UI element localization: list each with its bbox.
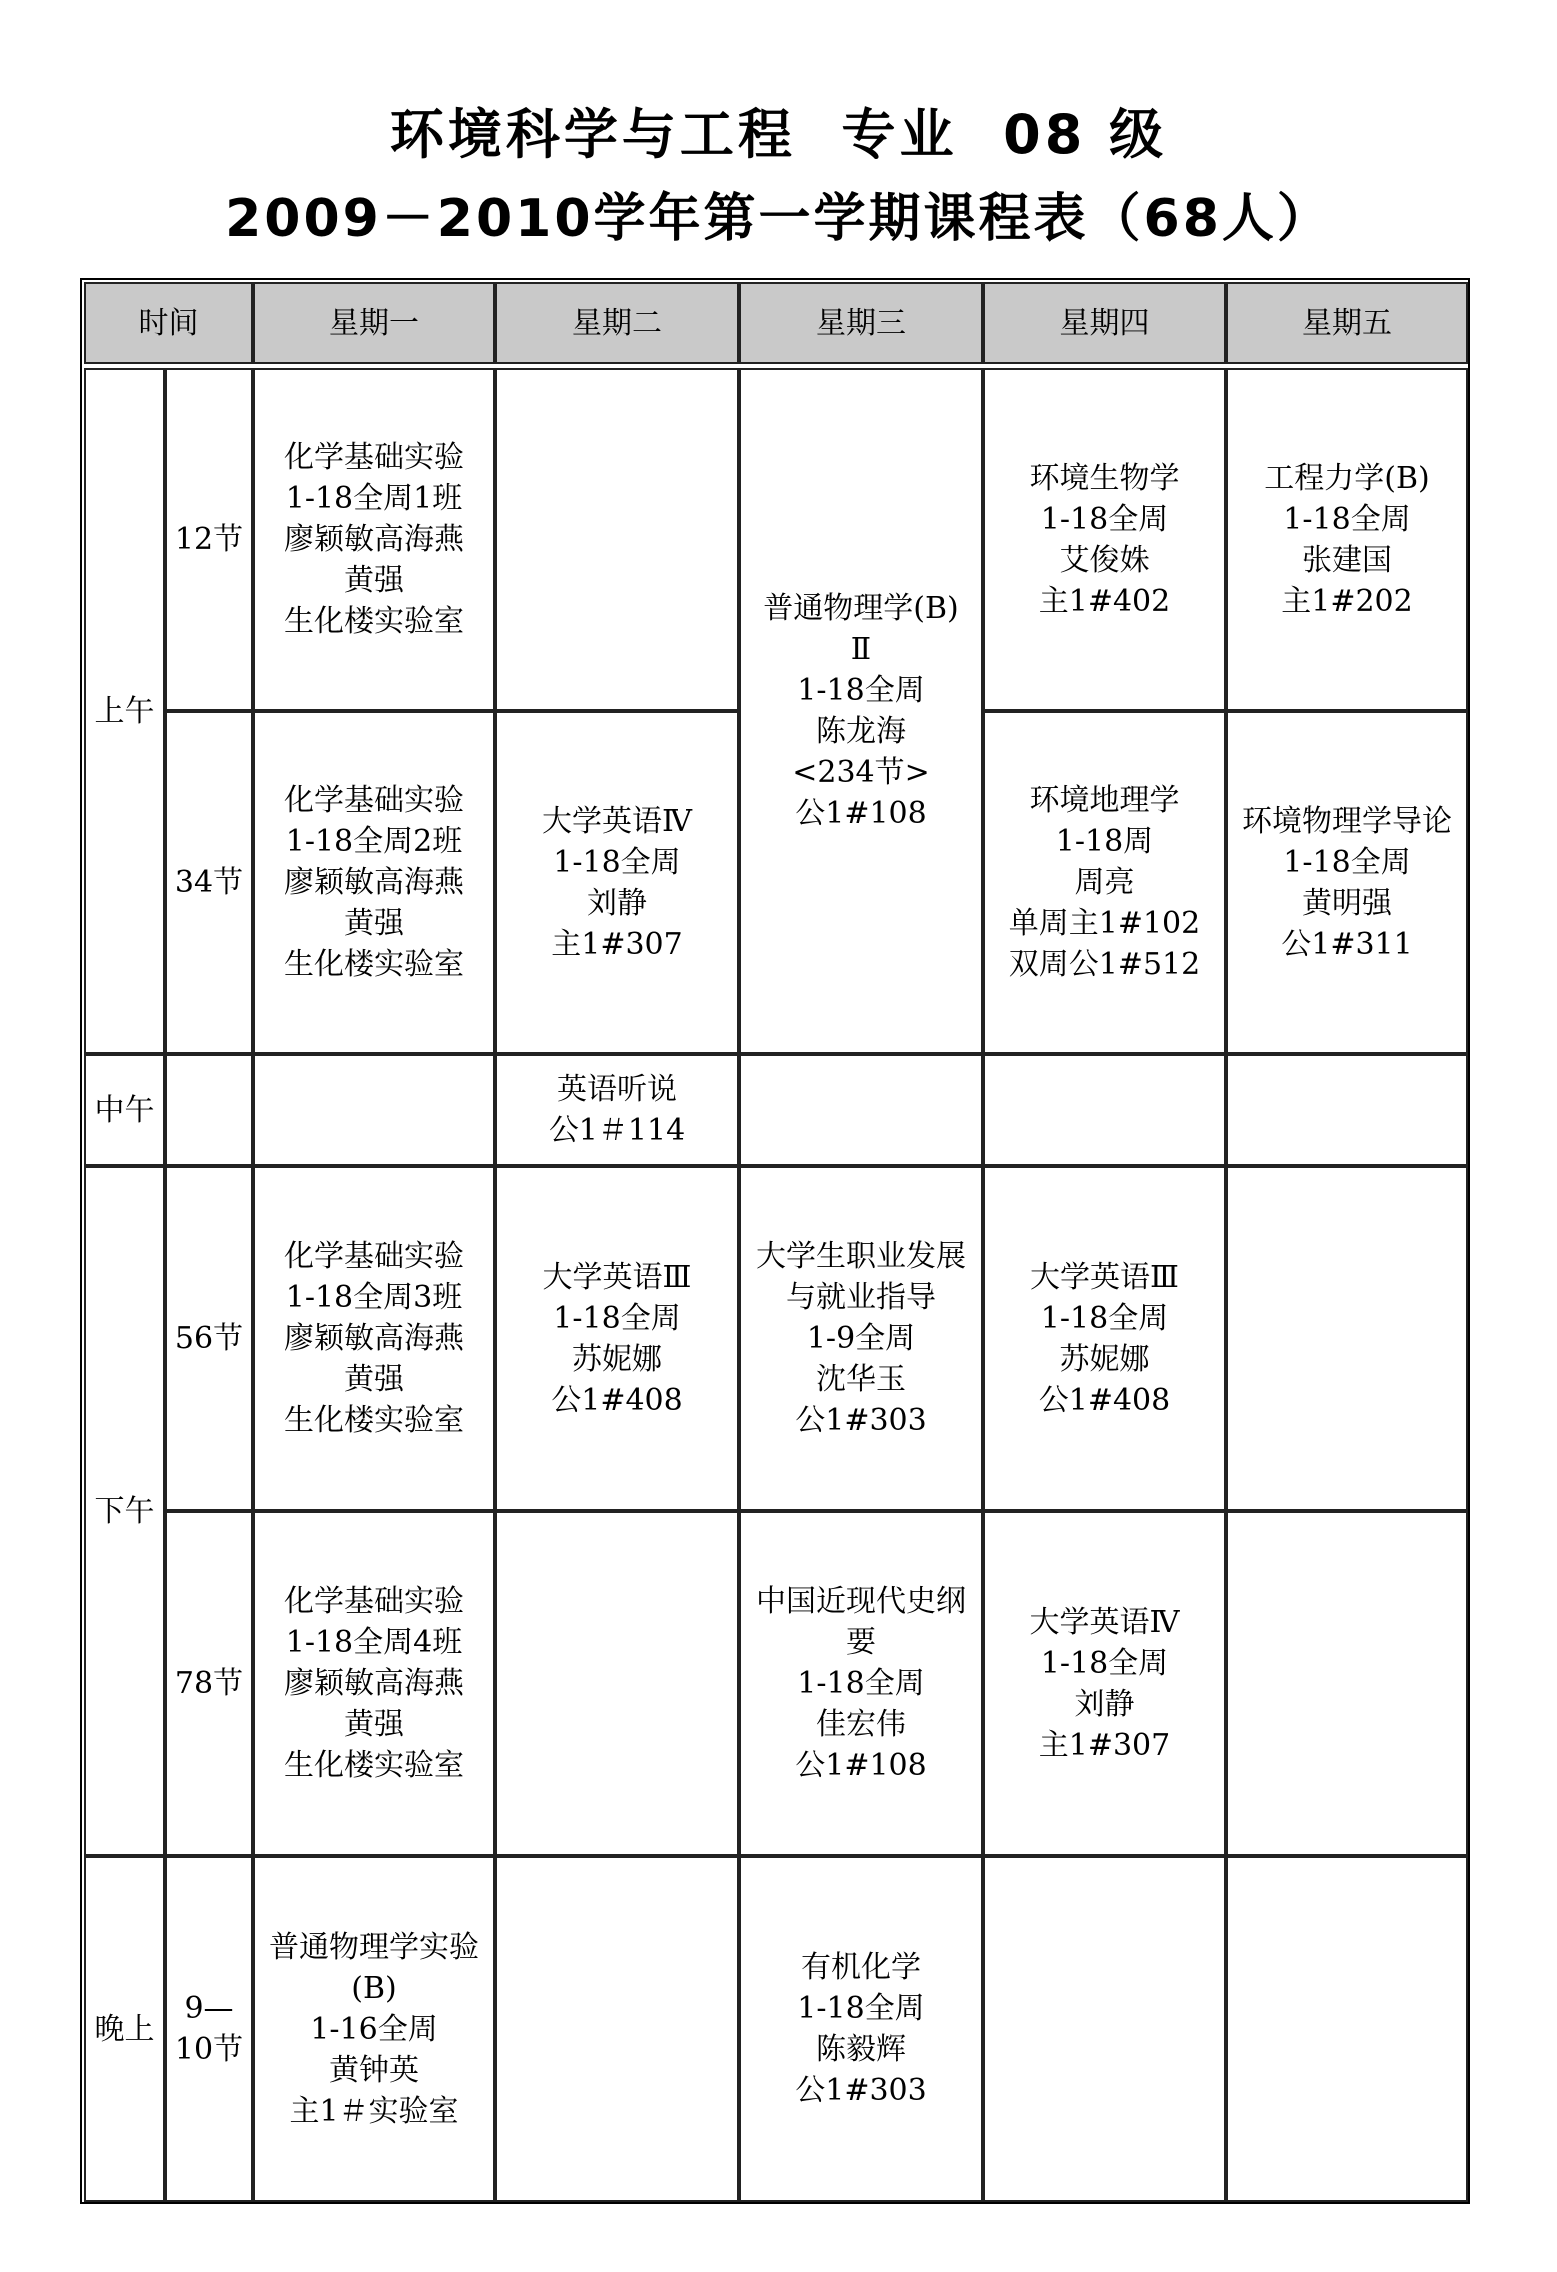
- course-wed-evening: [739, 1856, 983, 2202]
- course-lines: [763, 588, 958, 834]
- empty-cell: [739, 1054, 983, 1166]
- course-line: 大学英语Ⅲ: [1030, 1259, 1179, 1295]
- course-line: 主1#307: [551, 926, 683, 962]
- course-line: 1-18全周: [1283, 844, 1411, 880]
- course-line: 双周公1#512: [1008, 947, 1201, 982]
- course-line: 1-18全周: [1040, 1645, 1169, 1681]
- course-line: 大学英语Ⅳ: [542, 803, 692, 839]
- course-line: 化学基础实验: [284, 1239, 464, 1274]
- course-fri-34: [1226, 711, 1468, 1054]
- course-line: 沈华玉: [816, 1362, 906, 1397]
- slot-910-lines: [175, 1988, 243, 2070]
- course-line: 1-18全周3班: [285, 1280, 463, 1315]
- course-line: 公1#108: [795, 1748, 927, 1783]
- course-fri-12: [1226, 368, 1468, 711]
- course-line: 艾俊姝: [1059, 542, 1150, 578]
- course-thu-34: [983, 711, 1226, 1054]
- header-time: 时间: [84, 282, 253, 364]
- course-mon-34: [253, 711, 495, 1054]
- empty-cell: [495, 1856, 739, 2202]
- course-wed-78: [739, 1511, 983, 1856]
- course-line: 黄钟英: [329, 2052, 419, 2088]
- course-lines: [795, 1947, 926, 2111]
- course-line: 大学英语Ⅳ: [1029, 1604, 1180, 1640]
- course-lines: [542, 801, 692, 965]
- period-evening: 晚上: [84, 1856, 165, 2202]
- course-tue-56: [495, 1166, 739, 1511]
- course-line: 公1#311: [1281, 926, 1413, 962]
- course-line: 廖颖敏高海燕: [284, 865, 464, 900]
- course-mon-56: [253, 1166, 495, 1511]
- course-line: 1-18全周1班: [285, 481, 463, 516]
- slot-34: 34节: [165, 711, 253, 1054]
- course-lines: [549, 1069, 685, 1151]
- course-line: 化学基础实验: [284, 440, 464, 475]
- course-line: 大学英语Ⅲ: [542, 1259, 692, 1295]
- course-lines: [1242, 801, 1452, 965]
- course-line: 黄强: [344, 1707, 404, 1742]
- course-line: 生化楼实验室: [284, 604, 464, 639]
- course-line: 张建国: [1302, 542, 1392, 578]
- course-line: 1-18全周4班: [285, 1625, 463, 1660]
- course-lines: [1030, 458, 1180, 622]
- course-line: Ⅱ: [850, 632, 872, 667]
- header-tuesday: 星期二: [495, 282, 739, 364]
- course-line: 化学基础实验: [284, 1584, 464, 1619]
- course-line: 英语听说: [556, 1072, 677, 1107]
- course-line: 公1#408: [551, 1382, 683, 1418]
- course-line: 1-18全周: [797, 1666, 925, 1701]
- course-mon-evening: [253, 1856, 495, 2202]
- course-line: 1-18全周: [553, 844, 681, 880]
- course-line: 生化楼实验室: [284, 947, 464, 982]
- slot-78: 78节: [165, 1511, 253, 1856]
- course-tue-34: [495, 711, 739, 1054]
- empty-cell: [1226, 1511, 1468, 1856]
- course-line: 生化楼实验室: [284, 1403, 464, 1438]
- course-line: 苏妮娜: [572, 1341, 662, 1377]
- course-lines: [269, 1927, 479, 2132]
- course-line: 1-18全周: [553, 1300, 681, 1336]
- header-thursday: 星期四: [983, 282, 1226, 364]
- course-lines: [756, 1236, 966, 1441]
- course-line: 工程力学(B): [1264, 460, 1430, 496]
- course-wed-1234: [739, 368, 983, 1054]
- empty-cell: [495, 368, 739, 711]
- schedule-table: [80, 278, 1470, 2204]
- course-line: 生化楼实验室: [284, 1748, 464, 1783]
- empty-cell: [1226, 1856, 1468, 2202]
- course-line: 大学生职业发展: [756, 1239, 966, 1274]
- course-thu-56: [983, 1166, 1226, 1511]
- course-line: 1-18全周: [797, 1991, 925, 2026]
- course-lines: [284, 1236, 464, 1441]
- slot-910-line: 10节: [174, 2032, 244, 2067]
- course-line: 1-9全周: [806, 1321, 916, 1356]
- course-line: 黄强: [344, 563, 404, 598]
- course-lines: [543, 1257, 692, 1421]
- course-line: 公1＃114: [548, 1113, 686, 1148]
- course-line: 化学基础实验: [284, 783, 464, 818]
- course-line: 公1#408: [1038, 1382, 1171, 1418]
- course-line: 普通物理学实验: [269, 1929, 479, 1965]
- course-line: 1-18周: [1055, 824, 1154, 859]
- header-monday: 星期一: [253, 282, 495, 364]
- empty-cell: [1226, 1054, 1468, 1166]
- course-line: 1-18全周: [1040, 501, 1169, 537]
- empty-cell: [495, 1511, 739, 1856]
- course-line: 要: [846, 1625, 876, 1660]
- course-lines: [284, 1581, 464, 1786]
- course-line: 公1#303: [795, 1403, 927, 1438]
- course-line: 单周主1#102: [1008, 906, 1201, 941]
- course-line: 与就业指导: [786, 1280, 936, 1315]
- slot-56: 56节: [165, 1166, 253, 1511]
- course-line: 黄强: [344, 1362, 404, 1397]
- course-line: 有机化学: [800, 1950, 921, 1985]
- course-lines: [284, 780, 464, 985]
- course-line: 主1#402: [1038, 583, 1171, 619]
- period-noon: 中午: [84, 1054, 165, 1166]
- course-line: 廖颖敏高海燕: [284, 1321, 464, 1356]
- course-line: 环境生物学: [1029, 460, 1180, 496]
- course-lines: [756, 1581, 966, 1786]
- course-thu-12: [983, 368, 1226, 711]
- course-line: 公1#303: [795, 2073, 927, 2108]
- empty-cell: [253, 1054, 495, 1166]
- course-line: 廖颖敏高海燕: [284, 522, 464, 557]
- course-lines: [1030, 1602, 1180, 1766]
- course-line: 环境地理学: [1029, 783, 1180, 818]
- course-line: 刘静: [1074, 1686, 1135, 1722]
- course-line: 1-18全周2班: [285, 824, 463, 859]
- course-line: 1-16全周: [310, 2011, 438, 2047]
- course-line: 苏妮娜: [1059, 1341, 1150, 1377]
- course-lines: [1264, 458, 1429, 622]
- course-wed-56: [739, 1166, 983, 1511]
- empty-cell: [983, 1054, 1226, 1166]
- course-line: 1-18全周: [1040, 1300, 1169, 1336]
- slot-noon: [165, 1054, 253, 1166]
- course-line: 环境物理学导论: [1242, 803, 1452, 839]
- course-thu-78: [983, 1511, 1226, 1856]
- empty-cell: [983, 1856, 1226, 2202]
- course-line: 黄明强: [1302, 885, 1392, 921]
- course-line: 1-18全周: [797, 673, 925, 708]
- period-afternoon: 下午: [84, 1166, 165, 1856]
- course-line: 主1#307: [1038, 1727, 1171, 1763]
- course-mon-12: [253, 368, 495, 711]
- schedule-title-major: 环境科学与工程 专业 08 级: [389, 103, 1168, 166]
- course-line: 中国近现代史纲: [756, 1584, 966, 1619]
- course-lines: [1009, 780, 1200, 985]
- course-tue-noon: [495, 1054, 739, 1166]
- course-line: 刘静: [586, 885, 647, 921]
- slot-910-line: 9—: [184, 1991, 234, 2026]
- header-wednesday: 星期三: [739, 282, 983, 364]
- course-line: 普通物理学(B): [763, 591, 959, 626]
- course-line: 陈毅辉: [815, 2032, 906, 2067]
- empty-cell: [1226, 1166, 1468, 1511]
- course-line: 1-18全周: [1283, 501, 1411, 537]
- course-line: 主1#202: [1281, 583, 1413, 619]
- course-line: 公1#108: [795, 796, 927, 831]
- period-morning: 上午: [84, 368, 165, 1054]
- course-line: 主1＃实验室: [289, 2093, 459, 2129]
- course-lines: [1030, 1257, 1179, 1421]
- course-line: 周亮: [1074, 865, 1135, 900]
- slot-12: 12节: [165, 368, 253, 711]
- course-line: 廖颖敏高海燕: [284, 1666, 464, 1701]
- schedule-title-term: 2009－2010学年第一学期课程表（68人）: [225, 189, 1332, 249]
- course-line: 陈龙海: [816, 714, 906, 749]
- slot-910: [165, 1856, 253, 2202]
- header-friday: 星期五: [1226, 282, 1468, 364]
- course-line: <234节>: [792, 755, 930, 790]
- course-line: 黄强: [344, 906, 404, 941]
- course-line: 佳宏伟: [816, 1707, 906, 1742]
- course-mon-78: [253, 1511, 495, 1856]
- course-lines: [284, 437, 464, 642]
- course-line: (B): [351, 1970, 397, 2006]
